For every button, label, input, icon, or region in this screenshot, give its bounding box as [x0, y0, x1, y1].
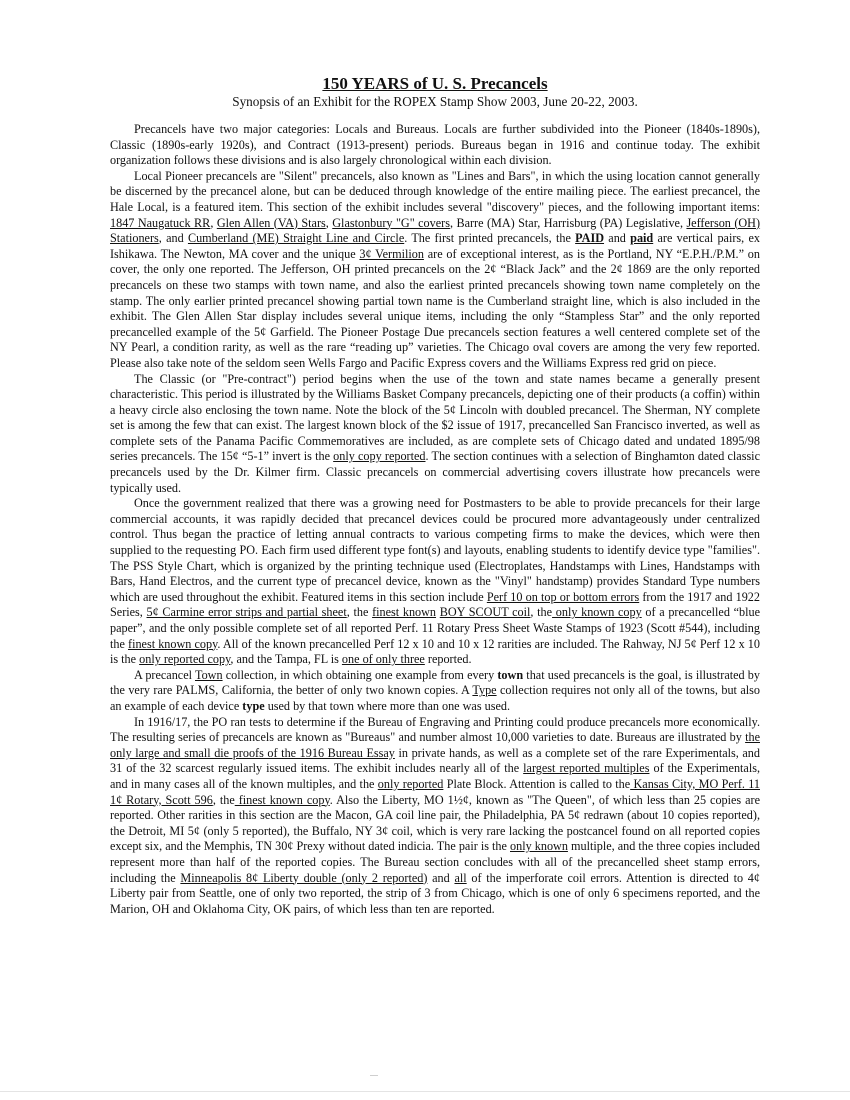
text-run: are of exceptional interest, as is the Portland, NY “E.P.H./P.M.” on cover, the only one reported. The Jefferson, OH printed precancels on the 2¢ “Black Jack” and the 2¢ 1869 are the only reported precancels on these two stamps with town name, and also the earliest printed precancels showing town name completely on the stamp. The only earlier printed precancel showing partial town name is the Cumberland straight line, which is also included in the exhibit. The Glen Allen Star display includes several unique items, including the only “Stampless Star” and the only reported precancelled example of the 5¢ Garfield. The Pioneer Postage Due precancels section features a well centered complete set of the NY Pearl, a condition rarity, as well as the rare “reading up” varieties. The Chicago oval covers are among the very few reported. Please also take note of the seldom seen Wells Fargo and Pacific Express covers and the Williams Express red grid on piece. — [110, 246, 760, 370]
text-run: . The section continues with a selection of Binghamton dated classic precancels used by the Dr. Kilmer firm. Classic precancels on commercial advertising covers illustrate how precancels were typically used. — [110, 449, 760, 495]
underlined-text: all — [454, 870, 467, 885]
text-run: , and the Tampa, FL is — [230, 652, 342, 667]
underlined-text: largest reported multiples — [523, 761, 650, 776]
footer-mark — [370, 1075, 378, 1076]
text-run: , the — [212, 792, 235, 807]
text-run: A precancel — [134, 667, 195, 682]
underlined-text: only copy reported — [333, 449, 426, 464]
underlined-text: Cumberland (ME) Straight Line and Circle — [187, 231, 405, 246]
text-run: , the — [530, 605, 553, 620]
underlined-text: Glen Allen (VA) Stars — [216, 215, 326, 230]
underlined-text: Type — [472, 683, 497, 698]
text-run: reported. — [424, 652, 472, 667]
text-run: The Classic (or "Pre-contract") period begins when the use of the town and state names became a generally present characteristic. This period is illustrated by the Williams Basket Company precancels, depicting one of their products (a coffin) within a heavy circle also enclosing the town name. Note the block of the 5¢ Lincoln with doubled precancel. The Sherman, NY complete set is among the few that can exist. The largest known block of the $2 issue of 1917, precancelled San Francisco inverted, as well as complete sets of the Panama Pacific Commemoratives are included, as are complete sets of Chicago dated and undated 1895/98 series precancels. The 15¢ “5-1” invert is the — [110, 371, 760, 464]
paragraph-categories — [110, 122, 760, 169]
underlined-text: BOY SCOUT coil — [439, 605, 531, 620]
underlined-text: Perf 10 on top or bottom errors — [486, 589, 640, 604]
text-run: are vertical pairs, ex Ishikawa. The Newton, MA cover and the unique — [110, 231, 760, 261]
underlined-text: PAID — [575, 231, 605, 246]
underlined-text: only known — [510, 839, 568, 854]
underlined-text: only known copy — [552, 605, 642, 620]
text-run: of the Experimentals, and in many cases all of the known multiples, and the — [110, 761, 761, 791]
text-run: . All of the known precancelled Perf 12 x 10 and 10 x 12 rarities are included. The Rahway, NJ 5¢ Perf 12 x 10 is the — [110, 636, 760, 667]
bold-text: type — [242, 698, 265, 713]
text-run: multiple, and the three copies included represent more than half of the reported copies. The Bureau section concludes with all of the precancelled sheet stamp errors, including the — [110, 839, 760, 885]
underlined-text: one of only three — [341, 652, 425, 667]
document-subtitle: Synopsis of an Exhibit for the ROPEX Stamp Show 2003, June 20-22, 2003. — [232, 94, 638, 109]
bold-text: town — [497, 667, 524, 682]
paragraph-pioneer — [110, 169, 760, 372]
text-run: , the — [346, 605, 373, 620]
underlined-text: only reported — [377, 776, 444, 791]
underlined-text: Jefferson (OH) Stationers — [110, 215, 761, 246]
text-run: of a precancelled “blue paper”, and the only possible complete set of all reported Perf. 11 Rotary Press Sheet Waste Stamps of 1923 (Scott #544), including the — [110, 605, 760, 651]
paragraph-town-type — [110, 668, 760, 715]
underlined-text: only reported copy — [139, 652, 231, 667]
underlined-text: 5¢ Carmine error strips and partial sheet — [146, 605, 347, 620]
text-run: , — [325, 215, 333, 230]
underlined-text: finest known copy — [234, 792, 330, 807]
document-title: 150 YEARS of U. S. Precancels — [322, 74, 548, 93]
document-body — [110, 122, 760, 917]
text-run: and — [604, 231, 631, 246]
text-run: and — [427, 870, 455, 885]
underlined-text: Kansas City, MO Perf. 11 1¢ Rotary, Scott 596 — [110, 776, 760, 807]
underlined-text: finest known copy — [128, 636, 218, 651]
text-run: Plate Block. Attention is called to the — [443, 776, 631, 791]
text-run: . Also the Liberty, MO 1½¢, known as "The Queen", of which less than 25 copies are reported. Other rarities in this section are the Macon, GA coil line pair, the Philadelphia, PA 5¢ redrawn (about 10 copies reported), the Detroit, MI 5¢ (only 5 reported), the Buffalo, NY 3¢ coil, which is very rare lacking the postcancel found on all reported copies except six, and the Memphis, TN 30¢ Prexy without dated indicia. The pair is the — [110, 792, 761, 854]
text-run: from the 1917 and 1922 Series, — [110, 589, 760, 620]
text-run: , and — [158, 231, 188, 246]
underlined-text: 1847 Naugatuck RR — [110, 215, 211, 230]
text-run: collection requires not only all of the towns, but also an example of each device — [110, 683, 761, 713]
text-run: Precancels have two major categories: Locals and Bureaus. Locals are further subdivided into the Pioneer (1840s-1890s), Classic (1890s-early 1920s), and Contract (1913-present) periods. Bureaus began in 1916 and continue today. The exhibit organization follows these divisions and is also largely chronological within each division. — [110, 122, 760, 168]
text-run: Local Pioneer precancels are "Silent" precancels, also known as "Lines and Bars", in which the using location cannot generally be discerned by the precancel alone, but can be deduced through knowledge of the entire mailing piece. The earliest precancel, the Hale Local, is a featured item. This section of the exhibit includes several "discovery" pieces, and the following important items: — [110, 168, 760, 214]
text-run: In 1916/17, the PO ran tests to determine if the Bureau of Engraving and Printing could produce precancels more economically. The resulting series of precancels are known as "Bureaus" and number almost 10,000 varieties to date. Bureaus are illustrated by — [110, 714, 760, 745]
text-run: of the imperforate coil errors. Attention is directed to 4¢ Liberty pair from Seattle, one of only two reported, the strip of 3 from Chicago, which is one of only 6 specimens reported, and the Marion, OH and Oklahoma City, OK pairs, of which less than ten are reported. — [110, 870, 760, 916]
underlined-text: the only large and small die proofs of the 1916 Bureau Essay — [110, 730, 760, 760]
underlined-text: 3¢ Vermilion — [359, 246, 424, 261]
underlined-text: finest known — [372, 605, 437, 620]
text-run: collection, in which obtaining one example from every — [222, 667, 498, 682]
document-page — [110, 74, 760, 917]
text-run: that used precancels is the goal, is illustrated by the very rare PALMS, California, the better of only two known copies. A — [110, 667, 760, 698]
paragraph-bureaus — [110, 715, 760, 918]
page-bottom-edge — [0, 1091, 850, 1092]
underlined-text: Minneapolis 8¢ Liberty double (only 2 reported) — [180, 870, 428, 885]
text-run: , Barre (MA) Star, Harrisburg (PA) Legislative, — [449, 215, 687, 230]
text-run: used by that town where more than one was used. — [264, 698, 511, 713]
text-run: . The first printed precancels, the — [404, 231, 576, 246]
underlined-text: Town — [194, 667, 223, 682]
text-run: Once the government realized that there was a growing need for Postmasters to be able to provide precancels for their large commercial accounts, it was rapidly decided that precancel devices could be procured more advantageously under centralized control. Thus began the practice of letting annual contracts to various competing firms to make the devices, which were then supplied to the requesting PO. Each firm used different type font(s) and layouts, enabling students to identify device type "families". The PSS Style Chart, which is organized by the printing technique used (Electroplates, Handstamps with Lines, Handstamps with Bars, Hand Electros, and the current type of precancel device, known as the "Vinyl" handstamp) provides Standard Type numbers which are used throughout the exhibit. Featured items in this section include — [110, 496, 760, 604]
underlined-text: paid — [630, 231, 654, 246]
text-run: in private hands, as well as a complete set of the rare Experimentals, and 31 of the 32 scarcest regularly issued items. The exhibit includes nearly all of the — [110, 745, 760, 776]
underlined-text: Glastonbury "G" covers — [332, 215, 450, 230]
text-run: , — [210, 215, 217, 230]
paragraph-classic — [110, 372, 760, 497]
paragraph-contract — [110, 496, 760, 668]
